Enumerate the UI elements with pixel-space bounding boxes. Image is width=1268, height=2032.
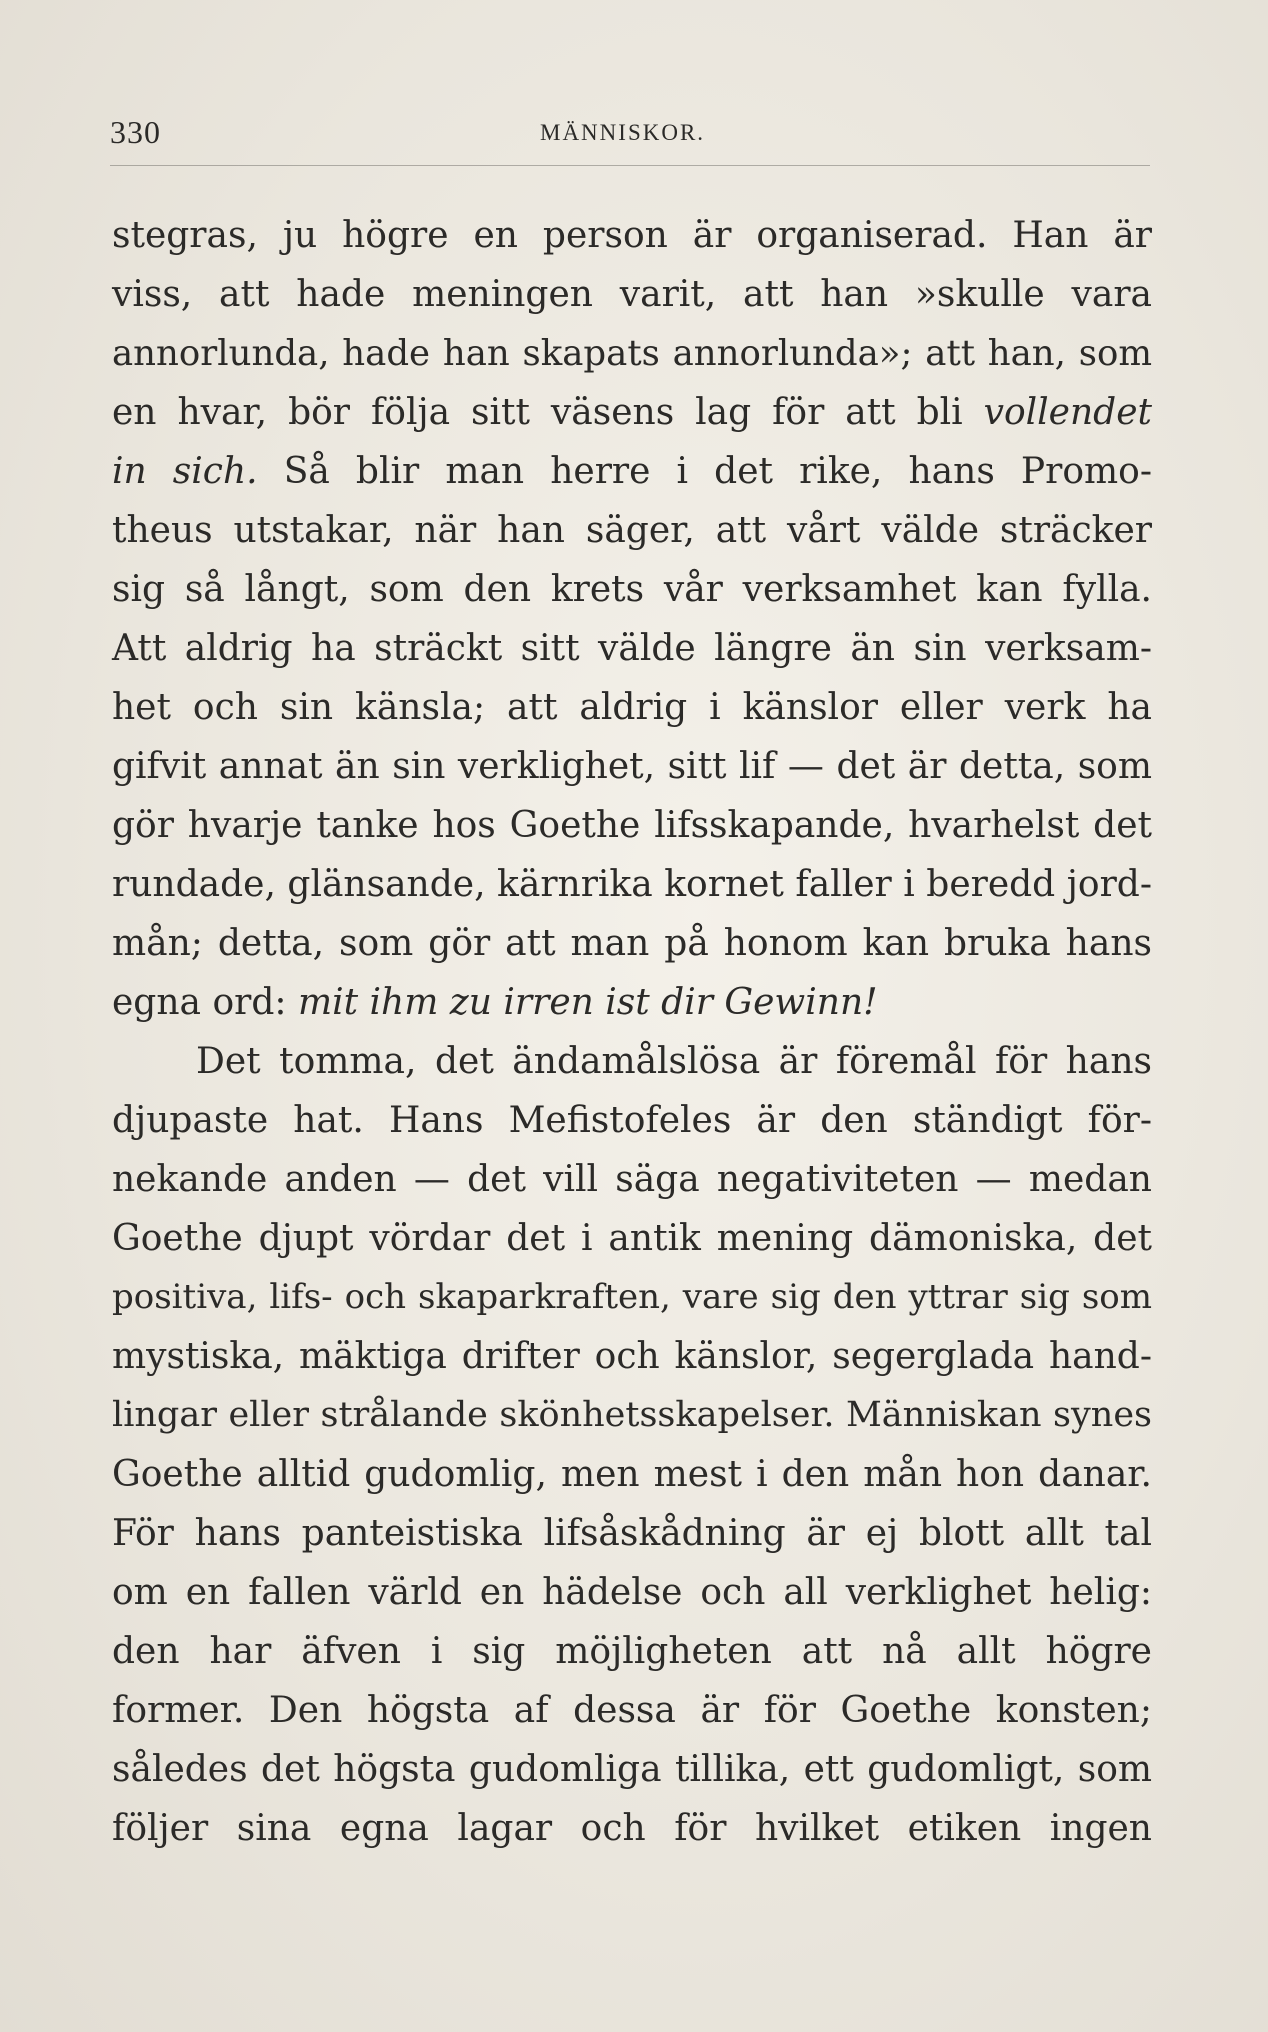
text-line: Goethe alltid gudomlig, men mest i den mån hon danar. (112, 1454, 1152, 1495)
text-line: Det tomma, det ändamålslösa är föremål för hans (196, 1041, 1152, 1082)
text-line: stegras, ju högre en person är organiserad. Han är (112, 215, 1152, 256)
text-line: således det högsta gudomliga tillika, ett gudomligt, som (112, 1749, 1152, 1790)
text-line (112, 442, 1152, 501)
text-line: För hans panteistiska lifsåskådning är ej blott allt tal (112, 1513, 1152, 1554)
text-line: den har äfven i sig möjligheten att nå allt högre (112, 1631, 1152, 1672)
text-line: viss, att hade meningen varit, att han »skulle vara (112, 274, 1152, 315)
body-text (112, 206, 1152, 1858)
text-line: Goethe djupt vördar det i antik mening dämoniska, det (112, 1218, 1152, 1259)
page-number: 330 (110, 114, 161, 150)
text-line: om en fallen värld en hädelse och all verklighet helig: (112, 1572, 1152, 1613)
text-line: het och sin känsla; att aldrig i känslor eller verk ha (112, 687, 1152, 728)
italic-phrase: vollendet (983, 392, 1152, 433)
text-line: annorlunda, hade han skapats annorlunda»; att han, som (112, 333, 1152, 374)
text-line (112, 383, 1152, 442)
text-line: mån; detta, som gör att man på honom kan bruka hans (112, 923, 1152, 964)
text-line: gifvit annat än sin verklighet, sitt lif — det är detta, som (112, 746, 1152, 787)
text-line: mystiska, mäktiga drifter och känslor, segerglada hand- (112, 1336, 1152, 1377)
italic-phrase: in sich. (112, 451, 258, 492)
running-head: MÄNNISKOR. (540, 120, 706, 145)
text-line: djupaste hat. Hans Mefistofeles är den ständigt för- (112, 1100, 1152, 1141)
text-line: lingar eller strålande skönhetsskapelser. Människan synes (112, 1395, 1152, 1435)
text-line: gör hvarje tanke hos Goethe lifsskapande, hvarhelst det (112, 805, 1152, 846)
text-line: nekande anden — det vill säga negativiteten — medan (112, 1159, 1152, 1200)
header-rule (110, 165, 1150, 166)
text-line: Att aldrig ha sträckt sitt välde längre än sin verksam- (112, 628, 1152, 669)
text-segment: en hvar, bör följa sitt väsens lag för att bli (112, 392, 963, 433)
text-segment: egna ord: (112, 982, 287, 1023)
text-line: följer sina egna lagar och för hvilket etiken ingen (112, 1808, 1152, 1849)
italic-quote: mit ihm zu irren ist dir Gewinn! (297, 982, 878, 1023)
text-line (112, 973, 1152, 1032)
text-line: sig så långt, som den krets vår verksamhet kan fylla. (112, 569, 1152, 610)
text-line: theus utstakar, när han säger, att vårt välde sträcker (112, 510, 1152, 551)
text-segment: Så blir man herre i det rike, hans Promo- (283, 451, 1152, 492)
text-line: former. Den högsta af dessa är för Goethe konsten; (112, 1690, 1152, 1731)
page-header (110, 114, 1150, 154)
text-line: rundade, glänsande, kärnrika kornet faller i beredd jord- (112, 864, 1152, 905)
text-line: positiva, lifs- och skaparkraften, vare sig den yttrar sig som (112, 1277, 1152, 1317)
